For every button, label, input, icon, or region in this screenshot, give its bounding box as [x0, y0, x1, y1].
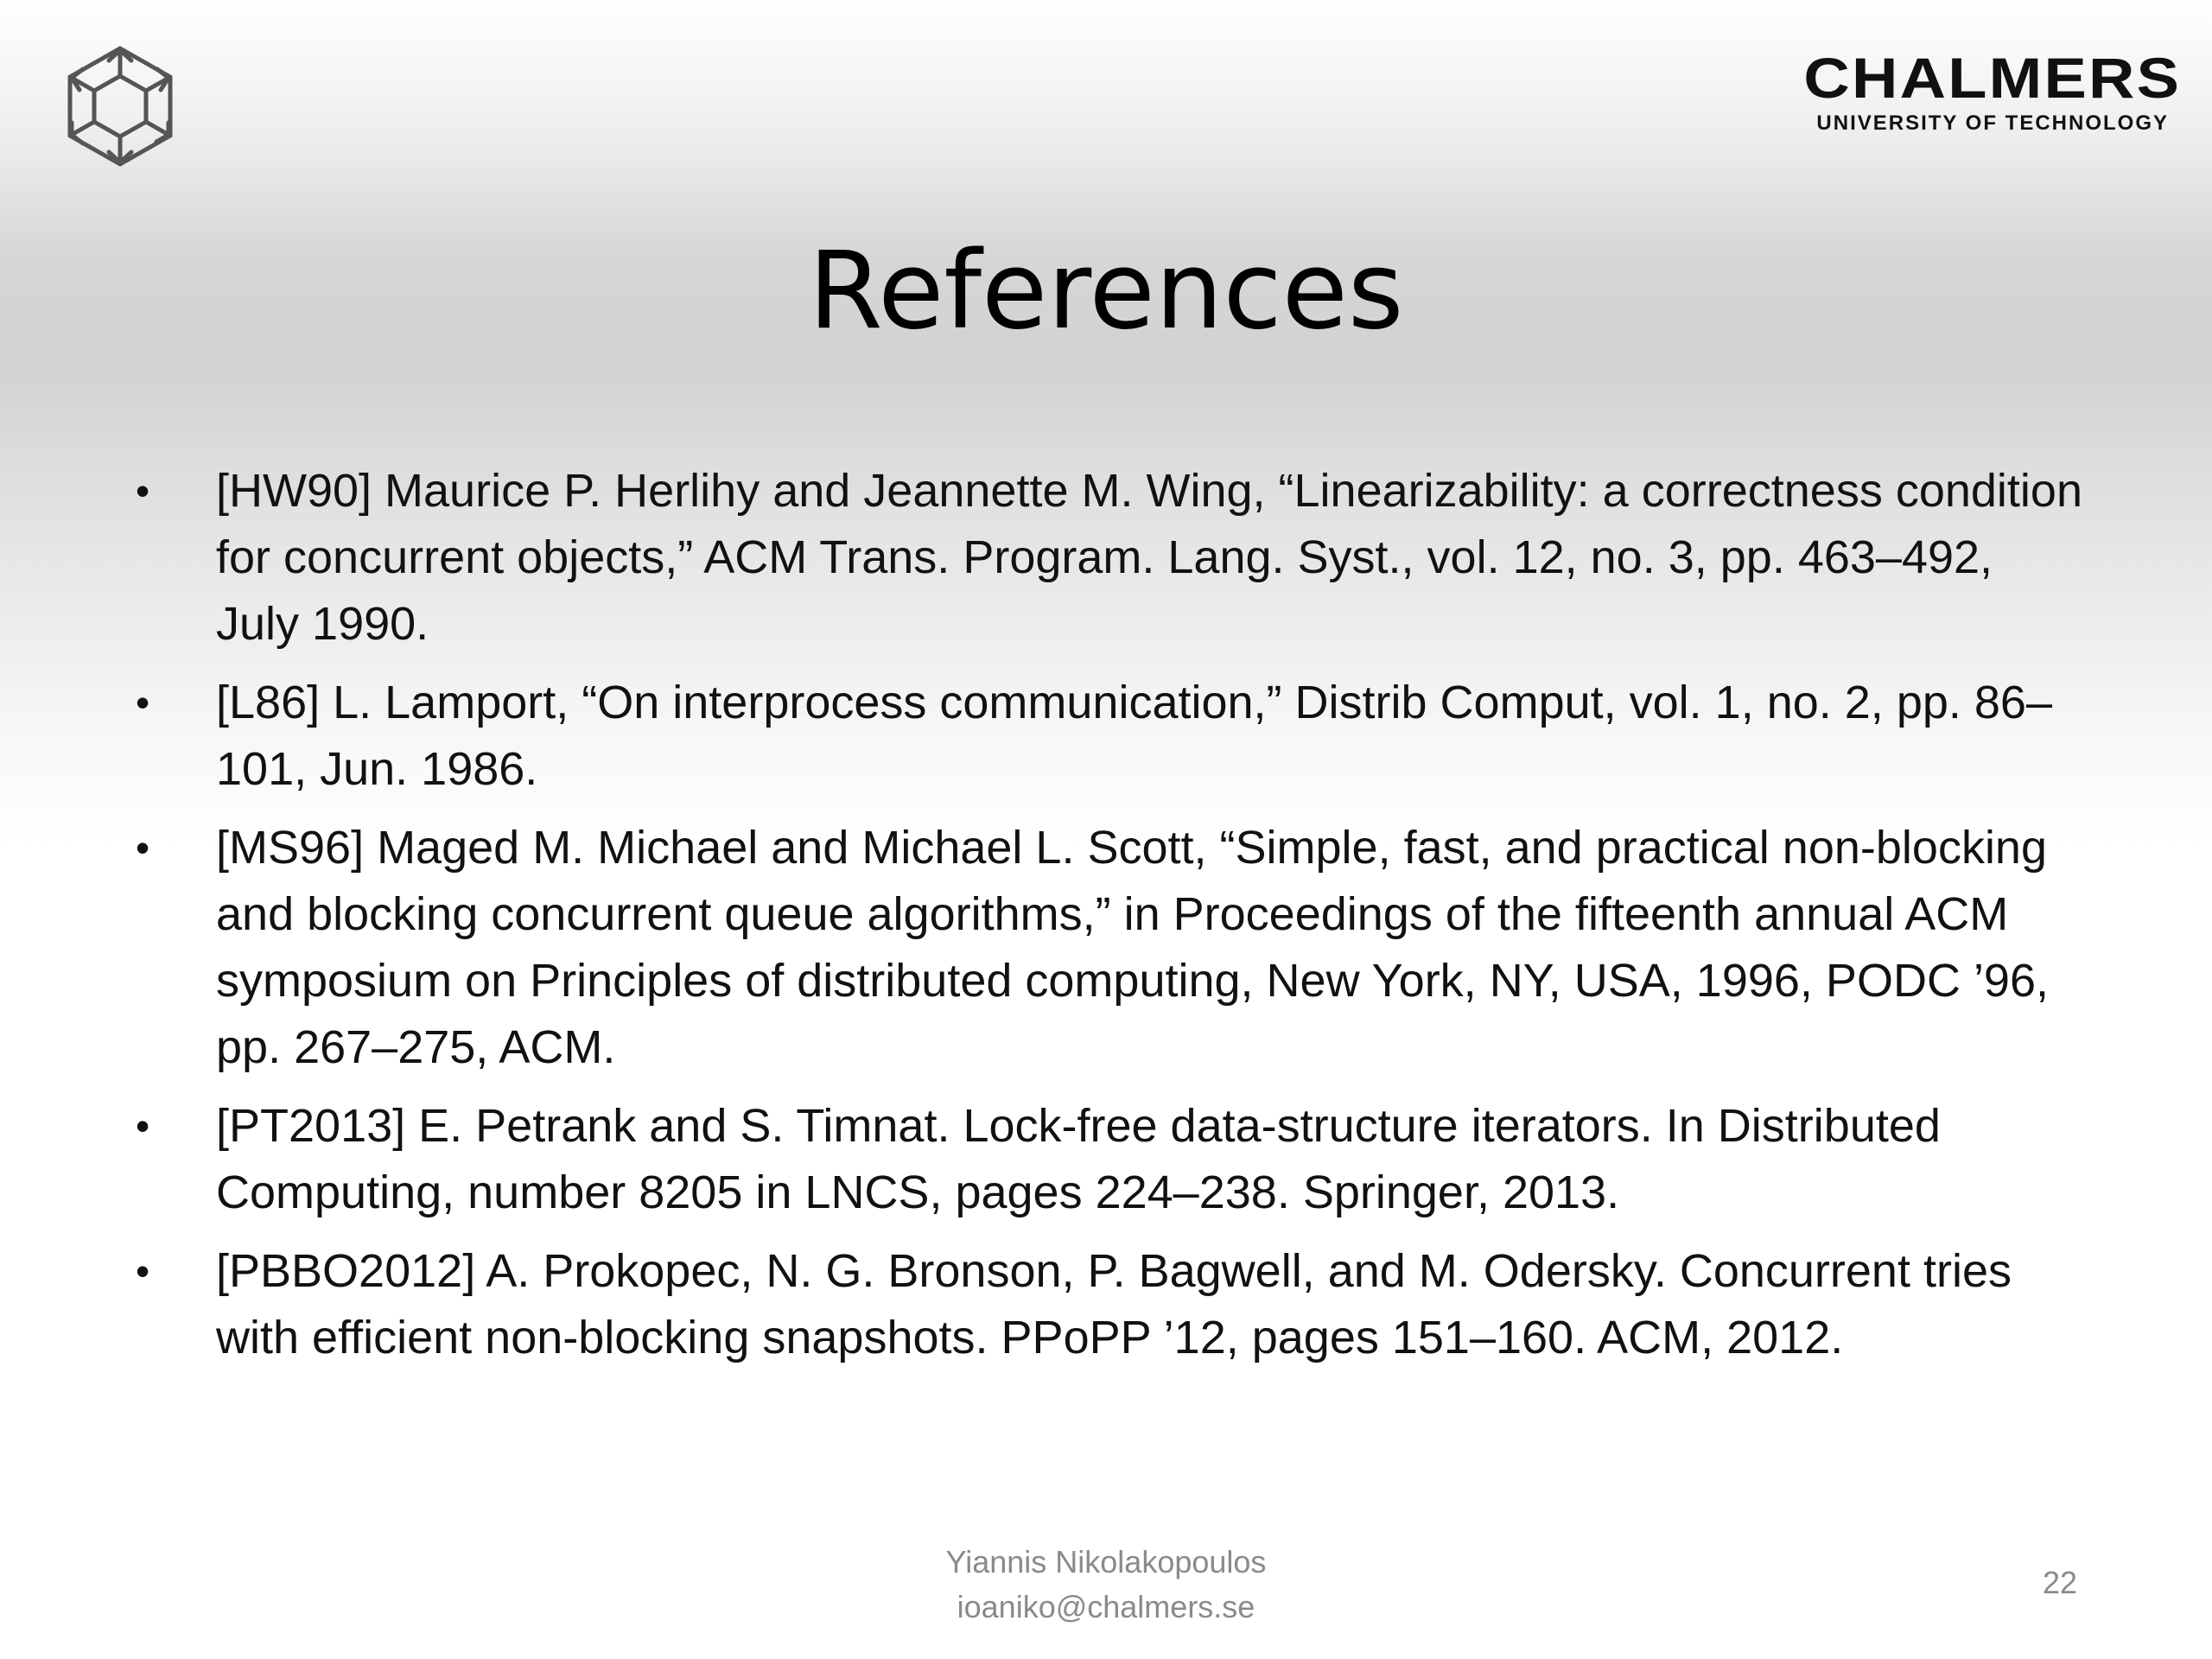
reference-text: [PT2013] E. Petrank and S. Timnat. Lock-free data-structure iterators. In Distributed Computing, number 8205 in LNCS, pages 224–238. Springer, 2013.: [216, 1100, 1941, 1218]
brand-name: CHALMERS: [1803, 46, 2182, 110]
author-email: ioaniko@chalmers.se: [957, 1589, 1255, 1624]
bullet-icon: •: [135, 680, 150, 725]
footer-author: [0, 1540, 2212, 1630]
slide-title: References: [808, 229, 1404, 353]
university-brand: [1803, 45, 2182, 137]
reference-text: [HW90] Maurice P. Herlihy and Jeannette M. Wing, “Linearizability: a correctness condition for concurrent objects,” ACM Trans. Program. Lang. Syst., vol. 12, no. 3, pp. 463–492, July 1990.: [216, 465, 2082, 650]
bullet-icon: •: [135, 1103, 150, 1148]
bullet-icon: •: [135, 825, 150, 870]
reference-text: [L86] L. Lamport, “On interprocess communication,” Distrib Comput, vol. 1, no. 2, pp. 86–101, Jun. 1986.: [216, 677, 2052, 795]
bullet-icon: •: [135, 468, 150, 513]
references-list: [130, 458, 2082, 1383]
reference-item-ms96: [130, 815, 2082, 1081]
chalmers-emblem-icon: [55, 41, 185, 171]
reference-text: [MS96] Maged M. Michael and Michael L. Scott, “Simple, fast, and practical non-blocking and blocking concurrent queue algorithms,” in Proceedings of the fifteenth annual ACM symposium on Principles of distributed computing, New York, NY, USA, 1996, PODC ’96, pp. 267–275, ACM.: [216, 822, 2050, 1073]
reference-item-pt2013: [130, 1093, 2082, 1226]
reference-item-hw90: [130, 458, 2082, 658]
reference-text: [PBBO2012] A. Prokopec, N. G. Bronson, P. Bagwell, and M. Odersky. Concurrent tries with efficient non-blocking snapshots. PPoPP ’12, pages 151–160. ACM, 2012.: [216, 1245, 2012, 1363]
brand-subtitle: UNIVERSITY OF TECHNOLOGY: [1816, 111, 2169, 135]
reference-item-l86: [130, 670, 2082, 803]
page-number: 22: [2042, 1565, 2077, 1600]
reference-item-pbbo2012: [130, 1238, 2082, 1371]
author-name: Yiannis Nikolakopoulos: [945, 1544, 1267, 1580]
bullet-icon: •: [135, 1249, 150, 1294]
